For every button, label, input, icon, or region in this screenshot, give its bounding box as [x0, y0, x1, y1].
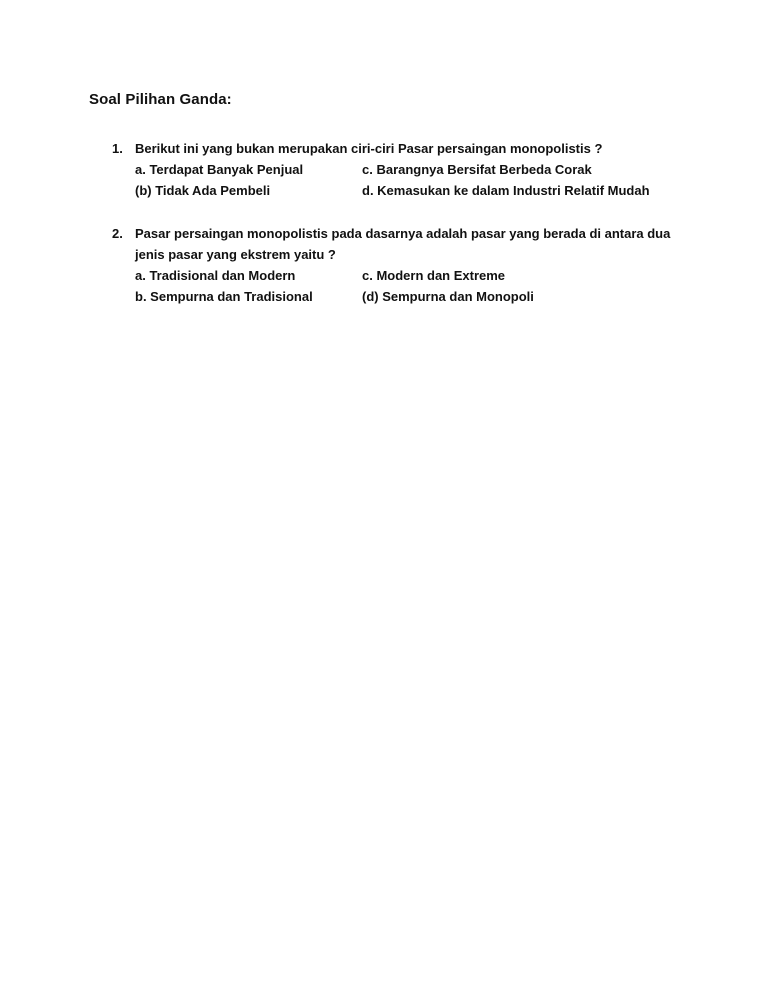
options-row-1	[135, 159, 712, 180]
option-d-selected: (d) Sempurna dan Monopoli	[362, 289, 534, 304]
question-text-line-2: jenis pasar yang ekstrem yaitu ?	[135, 247, 336, 262]
question-number: 2.	[112, 226, 123, 241]
option-b: b. Sempurna dan Tradisional	[135, 289, 313, 304]
option-c: c. Barangnya Bersifat Berbeda Corak	[362, 162, 592, 177]
question-text-line-1: Pasar persaingan monopolistis pada dasarnya adalah pasar yang berada di antara dua	[135, 226, 671, 241]
option-b-selected: (b) Tidak Ada Pembeli	[135, 183, 271, 198]
question-number: 1.	[112, 141, 123, 156]
question-1	[112, 138, 712, 201]
options-row-2	[135, 286, 712, 307]
option-a: a. Terdapat Banyak Penjual	[135, 162, 304, 177]
options-row-2	[135, 180, 712, 201]
section-heading: Soal Pilihan Ganda:	[89, 91, 232, 108]
option-a: a. Tradisional dan Modern	[135, 268, 296, 283]
question-text: Berikut ini yang bukan merupakan ciri-ciri Pasar persaingan monopolistis ?	[135, 141, 603, 156]
question-2	[112, 223, 712, 307]
question-body	[135, 138, 712, 201]
option-c: c. Modern dan Extreme	[362, 268, 506, 283]
options-row-1	[135, 265, 712, 286]
question-body	[135, 223, 712, 307]
option-d: d. Kemasukan ke dalam Industri Relatif Mudah	[362, 183, 650, 198]
